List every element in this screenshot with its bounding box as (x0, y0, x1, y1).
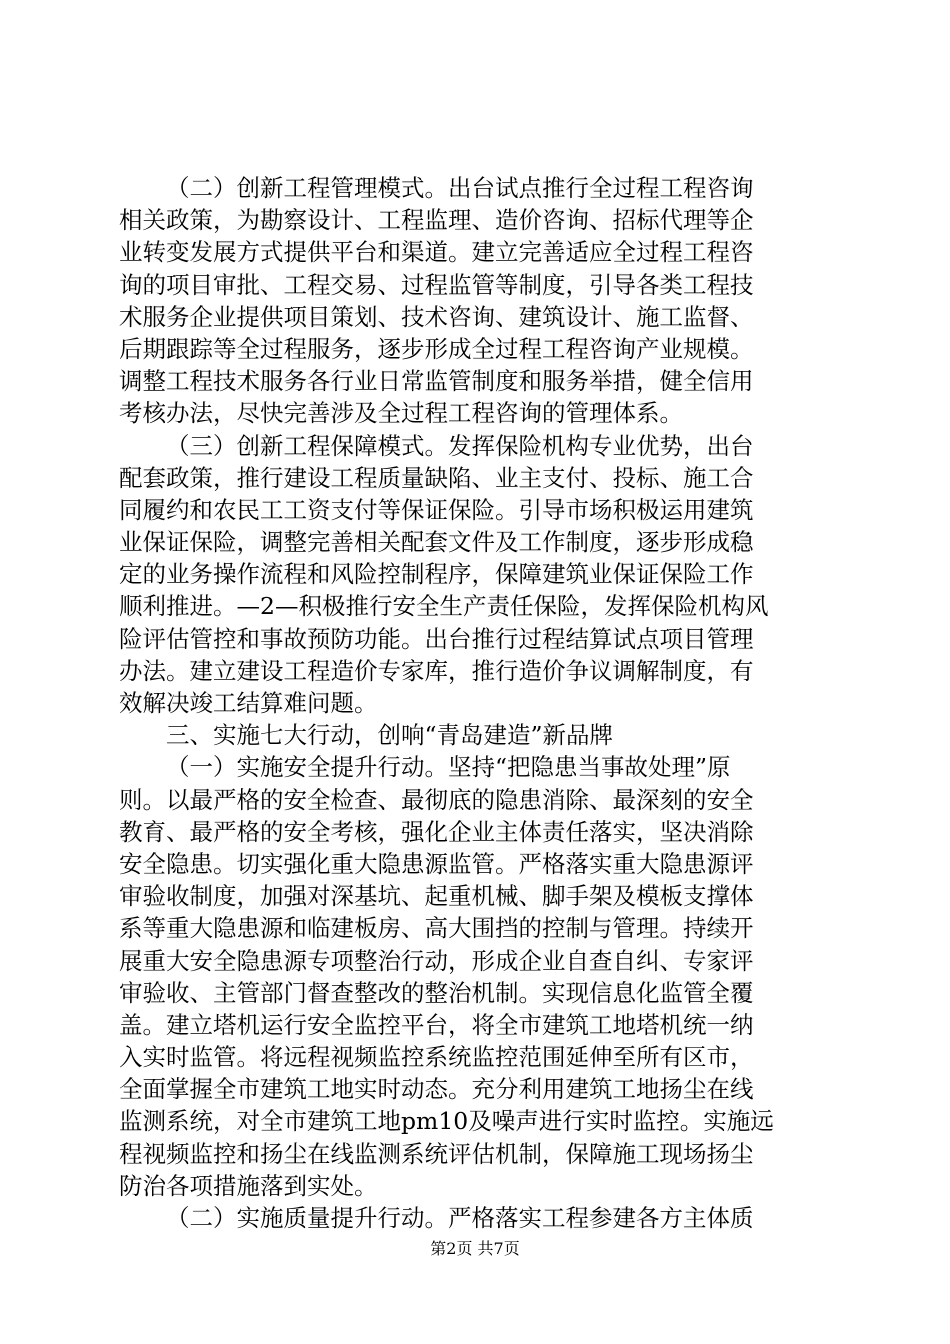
text-line: （二）创新工程管理模式。出台试点推行全过程工程咨询 (166, 174, 754, 202)
text-line: 相关政策，为勘察设计、工程监理、造价咨询、招标代理等企 (119, 206, 754, 235)
text-line: 三、实施七大行动，创响“青岛建造”新品牌 (166, 721, 614, 750)
text-line: 则。以最严格的安全检查、最彻底的隐患消除、最深刻的安全 (119, 785, 754, 814)
text-line: 后期跟踪等全过程服务，逐步形成全过程工程咨询产业规模。 (119, 334, 754, 363)
text-line: 配套政策，推行建设工程质量缺陷、业主支付、投标、施工合 (119, 463, 754, 492)
text-line: 盖。建立塔机运行安全监控平台，将全市建筑工地塔机统一纳 (119, 1010, 754, 1039)
document-body (119, 172, 834, 1234)
page-number-label: 第2页 共7页 (430, 1239, 520, 1258)
text-line: 安全隐患。切实强化重大隐患源监管。严格落实重大隐患源评 (119, 849, 754, 878)
text-line: 教育、最严格的安全考核，强化企业主体责任落实，坚决消除 (119, 817, 754, 846)
text-line: 程视频监控和扬尘在线监测系统评估机制，保障施工现场扬尘 (119, 1139, 754, 1168)
text-line: 办法。建立建设工程造价专家库，推行造价争议调解制度，有 (119, 656, 754, 685)
text-line: 业转变发展方式提供平台和渠道。建立完善适应全过程工程咨 (119, 238, 754, 267)
text-line: 审验收、主管部门督查整改的整治机制。实现信息化监管全覆 (119, 978, 754, 1007)
text-line: 监测系统，对全市建筑工地pm10及噪声进行实时监控。实施远 (119, 1107, 774, 1136)
text-line: 同履约和农民工工资支付等保证保险。引导市场积极运用建筑 (119, 495, 754, 524)
text-line: 展重大安全隐患源专项整治行动，形成企业自查自纠、专家评 (119, 946, 754, 975)
text-line: （二）实施质量提升行动。严格落实工程参建各方主体质 (166, 1204, 754, 1232)
text-line: （一）实施安全提升行动。坚持“把隐患当事故处理”原 (166, 753, 731, 782)
text-line: 业保证保险，调整完善相关配套文件及工作制度，逐步形成稳 (119, 528, 754, 557)
text-line: 全面掌握全市建筑工地实时动态。充分利用建筑工地扬尘在线 (119, 1075, 754, 1104)
text-line: 入实时监管。将远程视频监控系统监控范围延伸至所有区市， (119, 1043, 754, 1072)
text-line: 效解决竣工结算难问题。 (119, 689, 378, 717)
text-line: 险评估管控和事故预防功能。出台推行过程结算试点项目管理 (119, 624, 754, 653)
text-line: 术服务企业提供项目策划、技术咨询、建筑设计、施工监督、 (119, 302, 754, 331)
text-line: 调整工程技术服务各行业日常监管制度和服务举措，健全信用 (119, 367, 754, 396)
text-line: 考核办法，尽快完善涉及全过程工程咨询的管理体系。 (119, 399, 683, 428)
text-line: 审验收制度，加强对深基坑、起重机械、脚手架及模板支撑体 (119, 882, 754, 911)
page-footer (0, 1237, 950, 1261)
text-line: 询的项目审批、工程交易、过程监管等制度，引导各类工程技 (119, 270, 754, 299)
text-line: 系等重大隐患源和临建板房、高大围挡的控制与管理。持续开 (119, 914, 754, 943)
text-line: （三）创新工程保障模式。发挥保险机构专业优势，出台 (166, 431, 754, 460)
text-line: 防治各项措施落到实处。 (119, 1171, 378, 1200)
text-line: 顺利推进。—2—积极推行安全生产责任保险，发挥保险机构风 (119, 592, 769, 621)
text-line: 定的业务操作流程和风险控制程序，保障建筑业保证保险工作 (119, 560, 754, 589)
